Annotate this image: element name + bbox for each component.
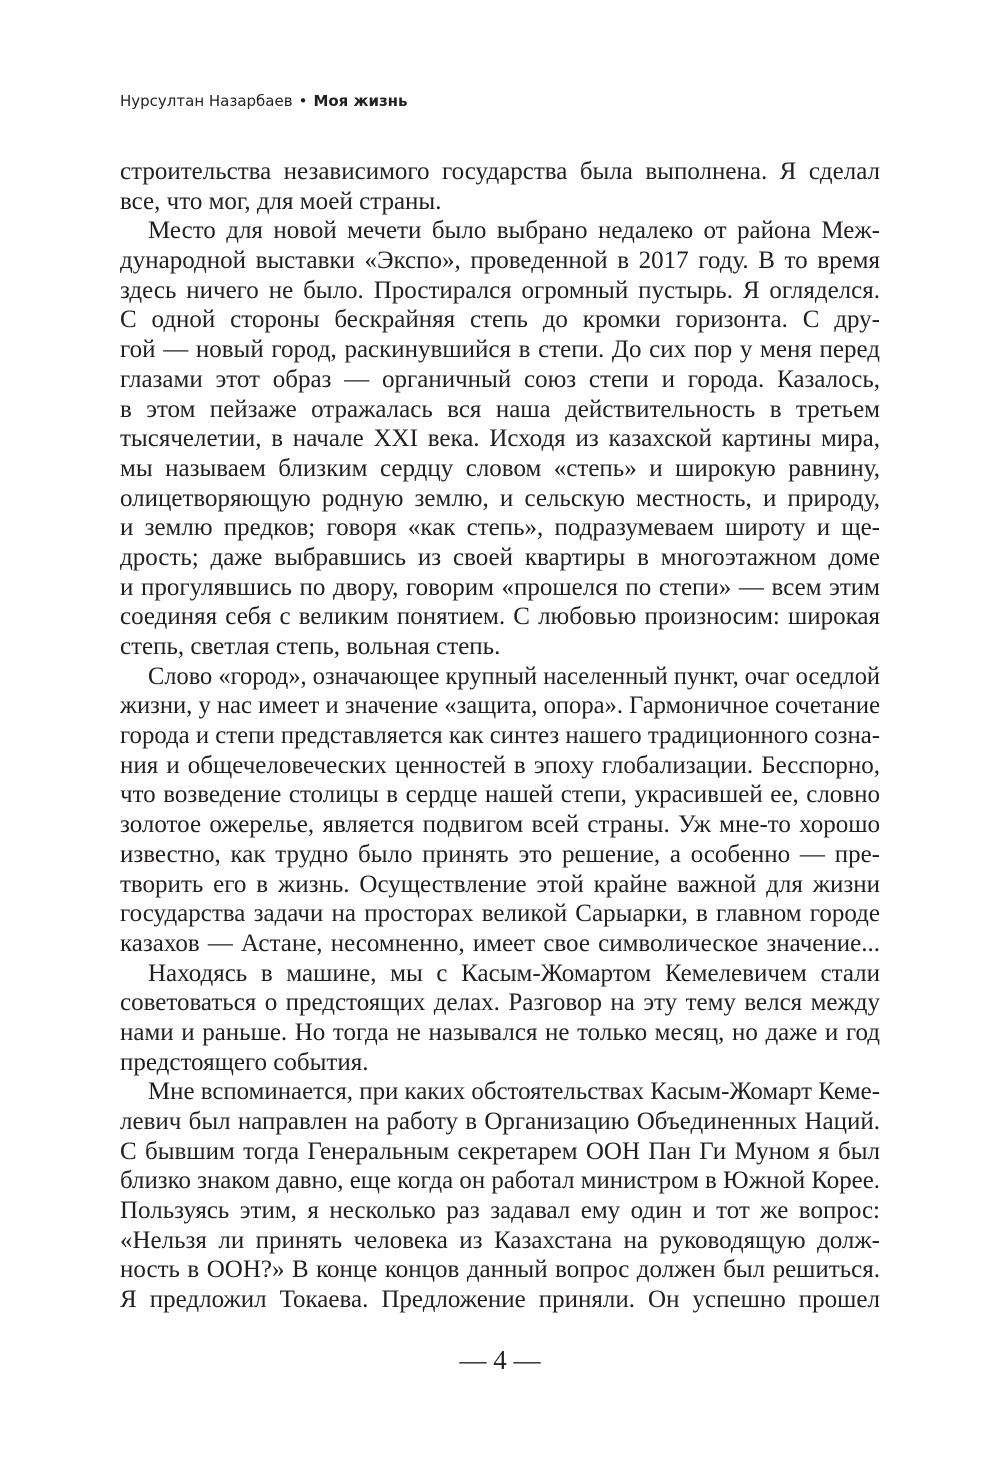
text-line	[120, 1137, 880, 1167]
text-line	[120, 662, 880, 692]
text-line	[120, 484, 880, 514]
text-line	[120, 1107, 880, 1137]
text-line	[120, 1285, 880, 1315]
text-line-content: ность в ООН?» В конце концов данный вопрос должен был решиться.	[120, 1256, 880, 1284]
text-line	[120, 157, 880, 187]
body-text	[120, 157, 880, 1315]
text-line	[120, 691, 880, 721]
text-line-content: жизни, у нас имеет и значение «защита, опора». Гармоничное сочетание	[120, 692, 880, 720]
text-line	[120, 365, 880, 395]
text-line-content: соединяя себя с великим понятием. С любовью произносим: широкая	[120, 603, 880, 631]
text-line-content: гой — новый город, раскинувшийся в степи. До сих пор у меня перед	[120, 336, 880, 364]
text-line-content: левич был направлен на работу в Организацию Объединенных Наций.	[120, 1108, 880, 1135]
text-line	[120, 1048, 880, 1078]
text-line	[120, 543, 880, 573]
text-line	[120, 573, 880, 603]
text-line	[120, 840, 880, 870]
text-line	[120, 780, 880, 810]
text-line-content: здесь ничего не было. Простирался огромный пустырь. Я огляделся.	[120, 276, 880, 304]
text-line-content: С бывшим тогда Генеральным секретарем ООН Пан Ги Муном я был	[120, 1137, 880, 1165]
text-line-content: Мне вспоминается, при каких обстоятельствах Касым-Жомарт Кеме-	[148, 1078, 880, 1106]
text-line	[120, 1196, 880, 1226]
text-line-content: Находясь в машине, мы с Касым-Жомартом Кемелевичем стали	[148, 959, 880, 987]
text-line-content: предстоящего события.	[120, 1048, 369, 1076]
text-line-content: города и степи представляется как синтез нашего традиционного созна-	[120, 722, 880, 750]
text-line-content: и прогулявшись по двору, говорим «прошелся по степи» — всем этим	[120, 573, 880, 601]
text-line-content: ния и общечеловеческих ценностей в эпоху глобализации. Бесспорно,	[120, 751, 880, 779]
text-line-content: степь, светлая степь, вольная степь.	[120, 633, 501, 660]
text-line-content: олицетворяющую родную землю, и сельскую местность, и природу,	[120, 484, 880, 512]
header-book-title: Моя жизнь	[313, 92, 408, 110]
text-line	[120, 305, 880, 335]
text-line	[120, 1255, 880, 1285]
text-line	[120, 870, 880, 900]
text-line	[120, 513, 880, 543]
text-line	[120, 1018, 880, 1048]
text-line	[120, 632, 880, 662]
text-line-content: глазами этот образ — органичный союз степи и города. Казалось,	[120, 365, 880, 393]
text-line	[120, 959, 880, 989]
text-line	[120, 988, 880, 1018]
text-line	[120, 454, 880, 484]
text-line-content: казахов — Астане, несомненно, имеет свое символическое значение...	[120, 929, 880, 957]
text-line-content: в этом пейзаже отражалась вся наша действительность в третьем	[120, 395, 880, 423]
text-line	[120, 1166, 880, 1196]
text-line-content: тысячелетии, в начале XXI века. Исходя из казахской картины мира,	[120, 425, 880, 453]
text-line	[120, 929, 880, 959]
text-line-content: советоваться о предстоящих делах. Разговор на эту тему велся между	[120, 989, 880, 1017]
text-line-content: дрость; даже выбравшись из своей квартиры в многоэтажном доме	[120, 543, 880, 571]
text-line	[120, 899, 880, 929]
text-line-content: Я предложил Токаева. Предложение приняли. Он успешно прошел	[120, 1286, 880, 1314]
text-line-content: «Нельзя ли принять человека из Казахстана на руководящую долж-	[120, 1226, 880, 1254]
text-line-content: Пользуясь этим, я несколько раз задавал ему один и тот же вопрос:	[120, 1197, 880, 1225]
text-line	[120, 187, 880, 217]
text-line-content: дународной выставки «Экспо», проведенной в 2017 году. В то время	[120, 247, 880, 275]
text-line	[120, 276, 880, 306]
page-number: — 4 —	[459, 1345, 541, 1375]
header-author: Нурсултан Назарбаев	[120, 92, 293, 110]
text-line	[120, 810, 880, 840]
text-line	[120, 216, 880, 246]
text-line-content: нами и раньше. Но тогда не назывался не только месяц, но даже и год	[120, 1018, 880, 1046]
text-line	[120, 335, 880, 365]
text-line-content: Место для новой мечети было выбрано недалеко от района Меж-	[148, 217, 880, 245]
text-line	[120, 602, 880, 632]
text-line	[120, 1226, 880, 1256]
text-line	[120, 395, 880, 425]
text-line-content: С одной стороны бескрайняя степь до кромки горизонта. С дру-	[120, 306, 880, 334]
text-line-content: близко знаком давно, еще когда он работал министром в Южной Корее.	[120, 1167, 880, 1195]
text-line-content: Слово «город», означающее крупный населенный пункт, очаг оседлой	[148, 662, 880, 690]
text-line-content: известно, как трудно было принять это решение, а особенно — пре-	[120, 840, 880, 868]
text-line-content: все, что мог, для моей страны.	[120, 187, 442, 215]
text-line-content: мы называем близким сердцу словом «степь» и широкую равнину,	[120, 454, 880, 482]
text-line	[120, 751, 880, 781]
text-line-content: государства задачи на просторах великой Сарыарки, в главном городе	[120, 900, 880, 928]
text-line	[120, 721, 880, 751]
text-line-content: золотое ожерелье, является подвигом всей страны. Уж мне-то хорошо	[120, 811, 880, 839]
header-separator: •	[298, 92, 308, 110]
text-line	[120, 424, 880, 454]
running-header	[120, 92, 408, 110]
text-line	[120, 246, 880, 276]
text-line-content: что возведение столицы в сердце нашей степи, украсившей ее, словно	[120, 781, 880, 809]
text-line	[120, 1077, 880, 1107]
text-line-content: строительства независимого государства была выполнена. Я сделал	[120, 158, 880, 185]
text-line-content: и землю предков; говоря «как степь», подразумеваем широту и ще-	[120, 514, 880, 542]
text-line-content: творить его в жизнь. Осуществление этой крайне важной для жизни	[120, 870, 880, 898]
